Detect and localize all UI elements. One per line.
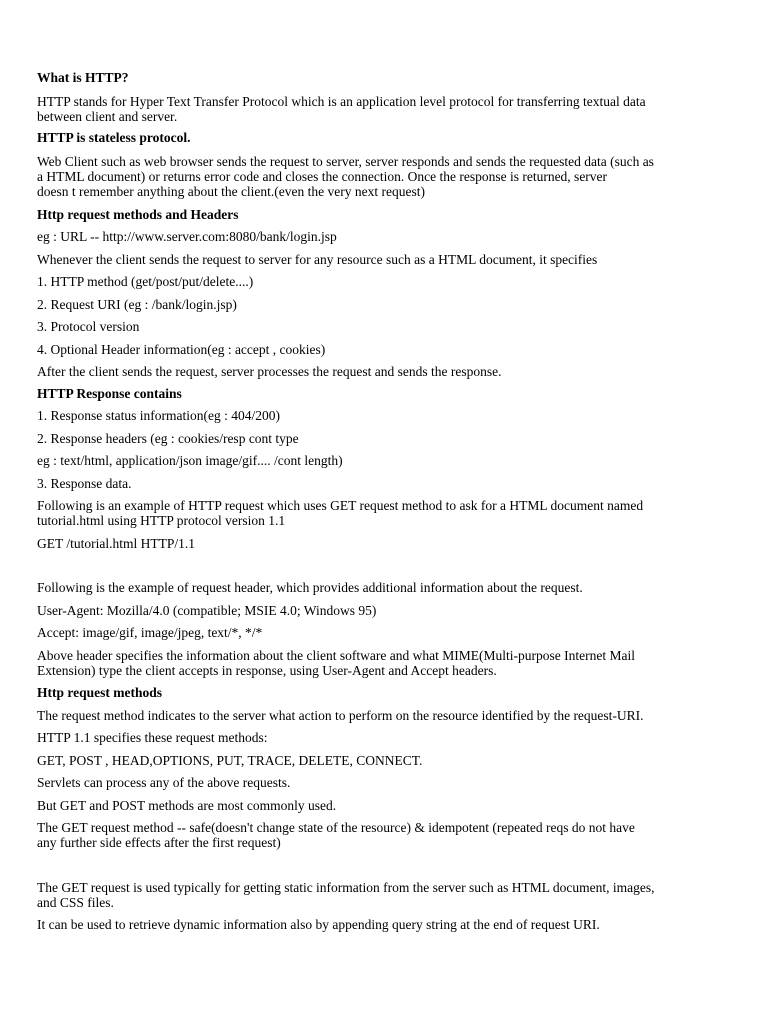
paragraph-request-header-example: Following is the example of request header, which provides additional information about the request. bbox=[37, 580, 583, 595]
accept-header: Accept: image/gif, image/jpeg, text/*, */* bbox=[37, 625, 263, 640]
paragraph-after-request: After the client sends the request, server processes the request and sends the response. bbox=[37, 364, 502, 379]
paragraph-get-safe-line-2: any further side effects after the first request) bbox=[37, 835, 281, 850]
paragraph-http-definition-line-1: HTTP stands for Hyper Text Transfer Protocol which is an application level protocol for transferring textual data bbox=[37, 94, 646, 109]
paragraph-get-safe-line-1: The GET request method -- safe(doesn't change state of the resource) & idempotent (repeated reqs do not have bbox=[37, 820, 635, 835]
paragraph-above-header-line-1: Above header specifies the information about the client software and what MIME(Multi-purpose Internet Mail bbox=[37, 648, 635, 663]
paragraph-get-example-line-1: Following is an example of HTTP request which uses GET request method to ask for a HTML document named bbox=[37, 498, 644, 513]
user-agent-header: User-Agent: Mozilla/4.0 (compatible; MSIE 4.0; Windows 95) bbox=[37, 603, 377, 618]
get-request-line: GET /tutorial.html HTTP/1.1 bbox=[37, 536, 195, 551]
list-item-response-status: 1. Response status information(eg : 404/200) bbox=[37, 408, 280, 423]
paragraph-above-header-line-2: Extension) type the client accepts in response, using User-Agent and Accept headers. bbox=[37, 663, 497, 678]
heading-response-contains: HTTP Response contains bbox=[37, 386, 182, 401]
paragraph-http-definition-line-2: between client and server. bbox=[37, 109, 178, 124]
list-item-optional-header: 4. Optional Header information(eg : accept , cookies) bbox=[37, 342, 326, 357]
paragraph-get-used-line-1: The GET request is used typically for getting static information from the server such as HTML document, images, bbox=[37, 880, 655, 895]
list-item-protocol-version: 3. Protocol version bbox=[37, 319, 140, 334]
heading-request-methods-headers: Http request methods and Headers bbox=[37, 207, 239, 222]
paragraph-stateless-line-2: a HTML document) or returns error code and closes the connection. Once the response is returned, server bbox=[37, 169, 608, 184]
list-item-response-headers: 2. Response headers (eg : cookies/resp cont type bbox=[37, 431, 299, 446]
paragraph-stateless-line-1: Web Client such as web browser sends the request to server, server responds and sends the requested data (such as bbox=[37, 154, 654, 169]
heading-what-is-http: What is HTTP? bbox=[37, 70, 129, 85]
paragraph-method-indicates: The request method indicates to the server what action to perform on the resource identified by the request-URI. bbox=[37, 708, 644, 723]
url-example: eg : URL -- http://www.server.com:8080/bank/login.jsp bbox=[37, 229, 337, 244]
list-item-http-method: 1. HTTP method (get/post/put/delete....) bbox=[37, 274, 254, 289]
paragraph-get-post-common: But GET and POST methods are most commonly used. bbox=[37, 798, 337, 813]
list-item-response-data: 3. Response data. bbox=[37, 476, 132, 491]
heading-http-request-methods: Http request methods bbox=[37, 685, 163, 700]
paragraph-servlets: Servlets can process any of the above requests. bbox=[37, 775, 291, 790]
list-item-request-uri: 2. Request URI (eg : /bank/login.jsp) bbox=[37, 297, 237, 312]
method-list: GET, POST , HEAD,OPTIONS, PUT, TRACE, DELETE, CONNECT. bbox=[37, 753, 423, 768]
paragraph-get-used-line-2: and CSS files. bbox=[37, 895, 114, 910]
response-headers-example: eg : text/html, application/json image/gif.... /cont length) bbox=[37, 453, 343, 468]
paragraph-whenever: Whenever the client sends the request to server for any resource such as a HTML document, it specifies bbox=[37, 252, 598, 267]
paragraph-dynamic-info: It can be used to retrieve dynamic information also by appending query string at the end of request URI. bbox=[37, 917, 600, 932]
heading-stateless: HTTP is stateless protocol. bbox=[37, 130, 191, 145]
paragraph-get-example-line-2: tutorial.html using HTTP protocol version 1.1 bbox=[37, 513, 286, 528]
paragraph-http11-methods: HTTP 1.1 specifies these request methods: bbox=[37, 730, 268, 745]
paragraph-stateless-line-3: doesn t remember anything about the client.(even the very next request) bbox=[37, 184, 425, 199]
